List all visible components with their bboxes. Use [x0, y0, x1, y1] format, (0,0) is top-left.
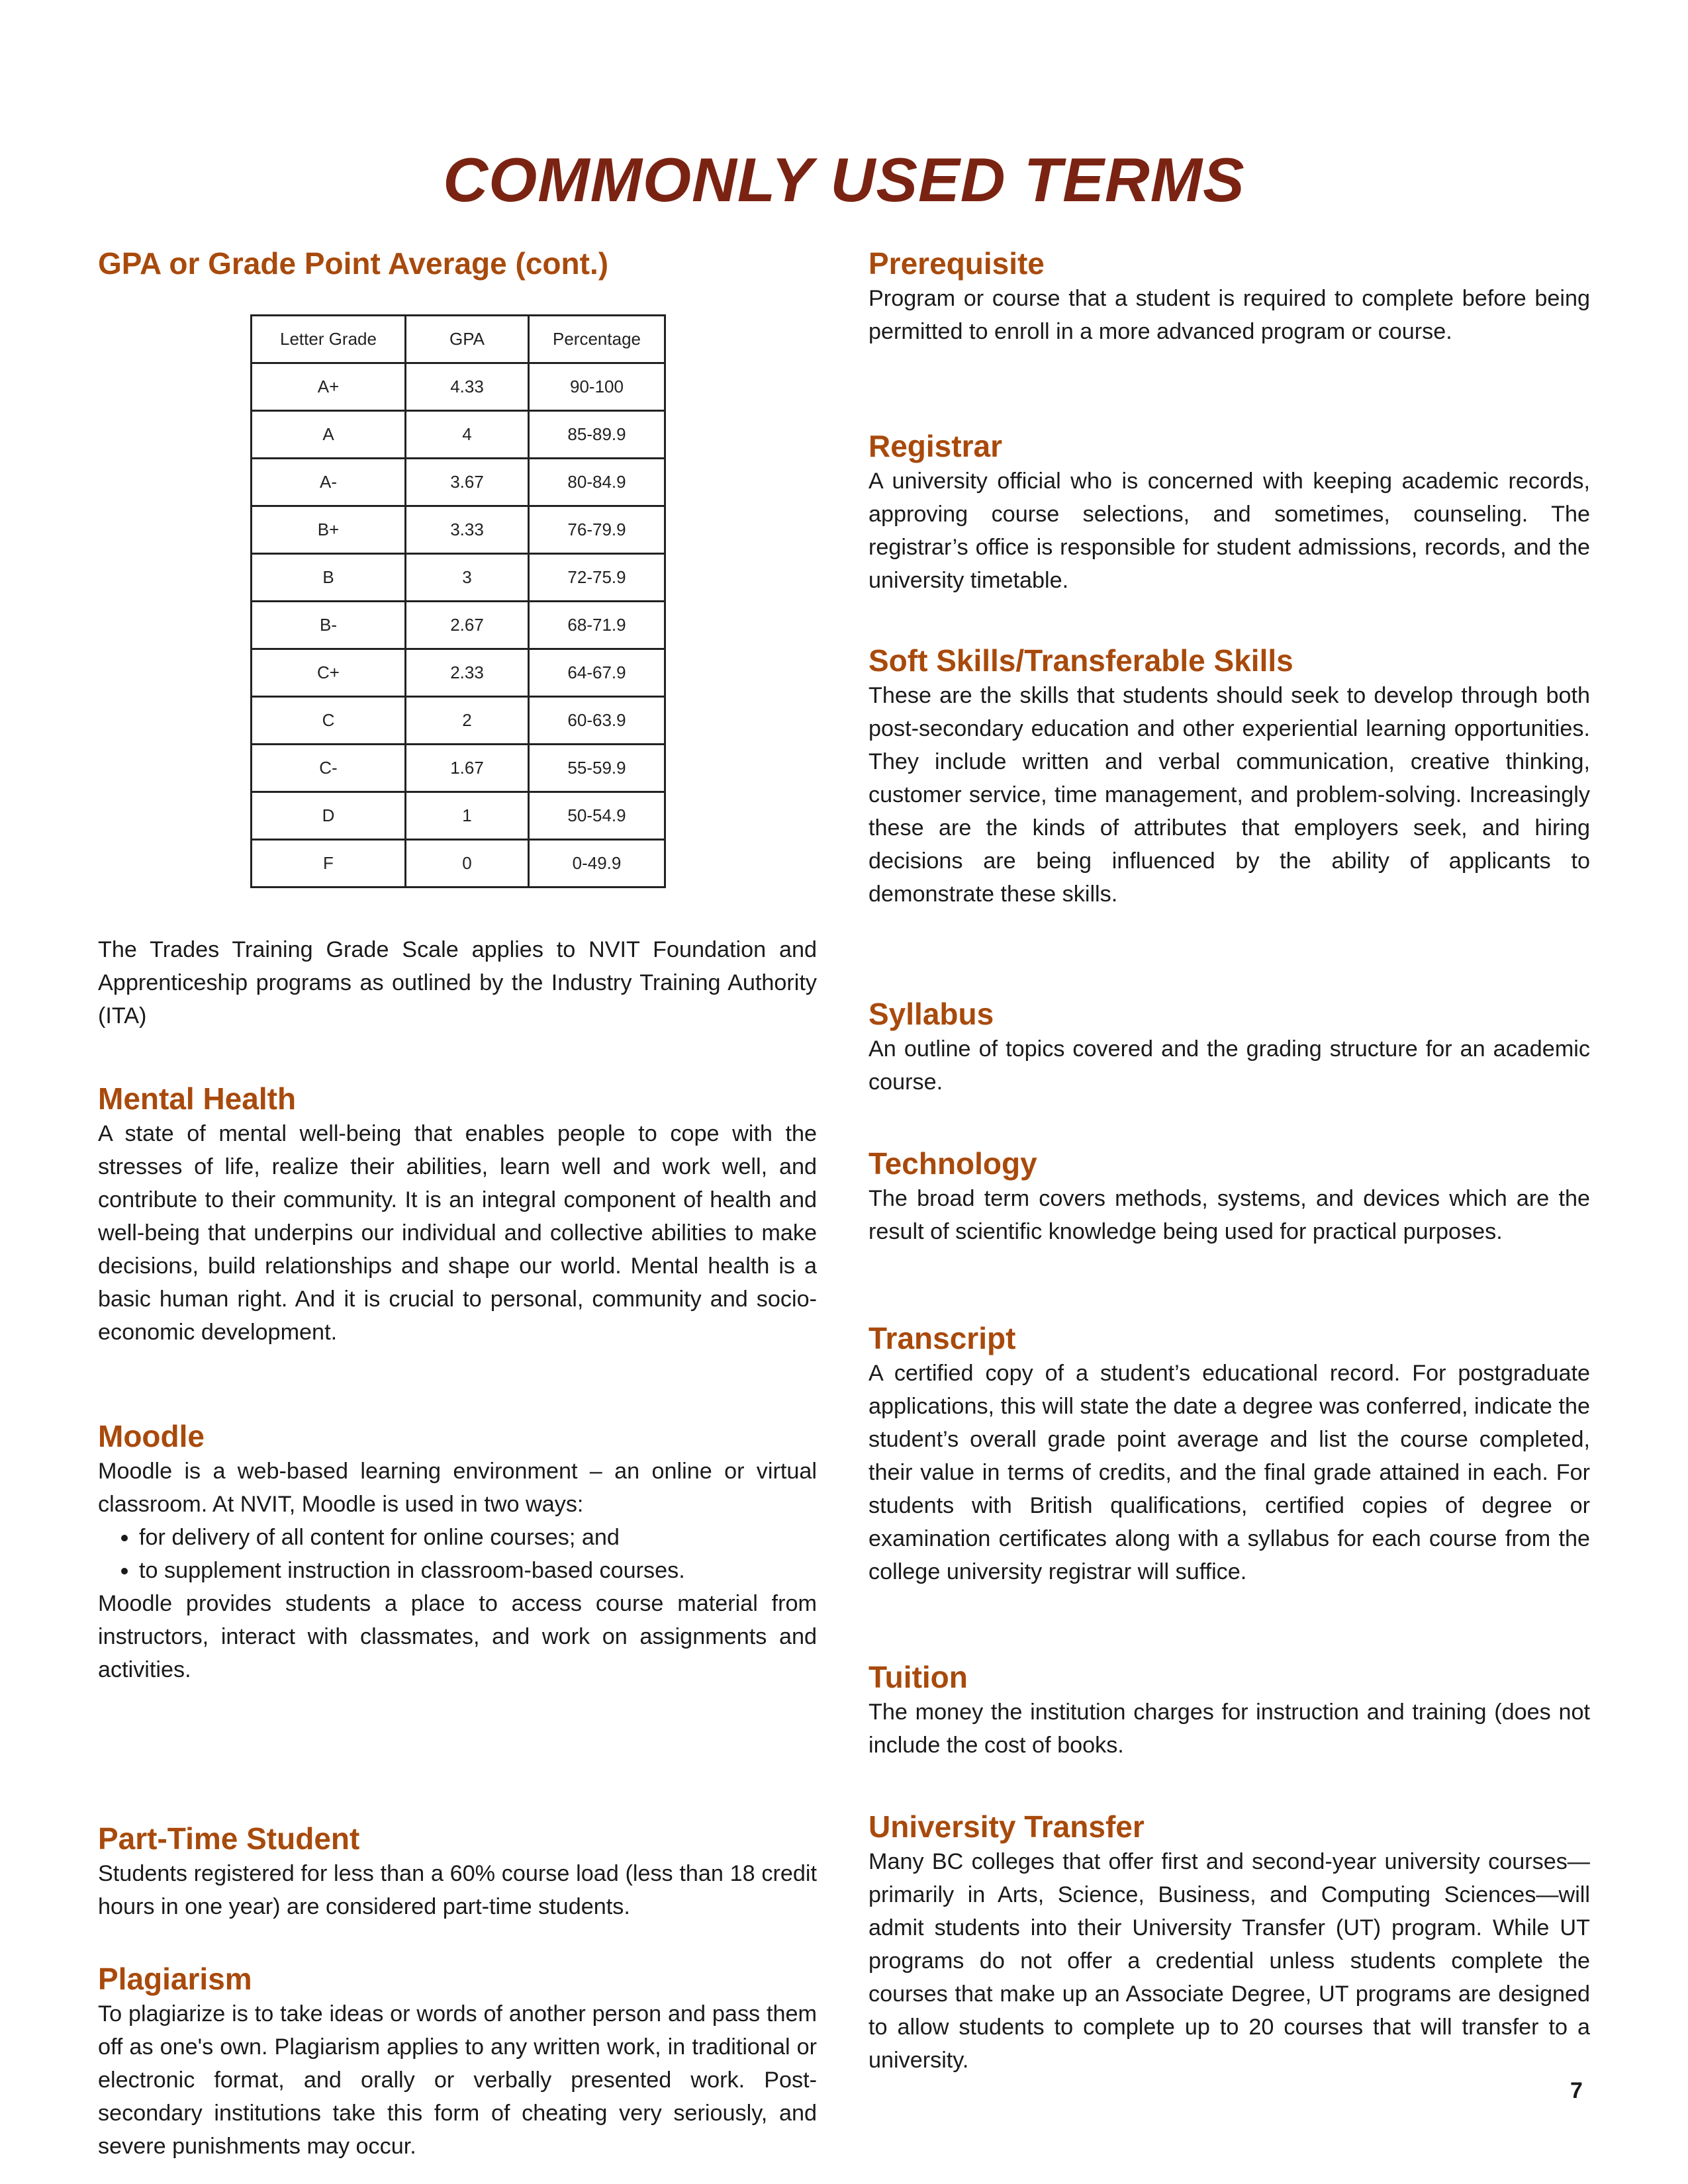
- table-row: [252, 649, 665, 697]
- gpa-cell: 0: [406, 840, 529, 887]
- percentage-cell: 60-63.9: [529, 697, 665, 745]
- moodle-section: [98, 1418, 817, 1686]
- percentage-cell: 72-75.9: [529, 554, 665, 602]
- syllabus-text: An outline of topics covered and the grading structure for an academic course.: [868, 1036, 1590, 1095]
- gpa-col-header-letter: Letter Grade: [252, 316, 406, 363]
- list-item: • to supplement instruction in classroom-based courses.: [139, 1554, 817, 1587]
- gpa-cell: 1.67: [406, 745, 529, 792]
- letter-grade-cell: A: [252, 411, 406, 459]
- letter-grade-cell: A+: [252, 363, 406, 411]
- table-row: [252, 459, 665, 506]
- table-row: [252, 792, 665, 840]
- tuition-section: [868, 1659, 1590, 1762]
- soft-skills-heading: Soft Skills/Transferable Skills: [868, 643, 1293, 678]
- university-transfer-section: [868, 1808, 1590, 2077]
- part-time-section: [98, 1820, 817, 1923]
- letter-grade-cell: C-: [252, 745, 406, 792]
- part-time-heading: Part-Time Student: [98, 1821, 360, 1856]
- percentage-cell: 0-49.9: [529, 840, 665, 887]
- table-row: [252, 840, 665, 887]
- transcript-text: A certified copy of a student’s educational record. For postgraduate applications, this will state the date a degree was conferred, indicate the student’s overall grade point average and list the course completed, their value in terms of credits, and the final grade attained in each. For students with British qualifications, certified copies of degree or examination certificates along with a syllabus for each course from the college university registrar will suffice.: [868, 1361, 1590, 1584]
- syllabus-section: [868, 995, 1590, 1099]
- registrar-text: A university official who is concerned with keeping academic records, approving course selections, and sometimes, counseling. The registrar’s office is responsible for student admissions, records, and the university timetable.: [868, 469, 1590, 593]
- part-time-text: Students registered for less than a 60% course load (less than 18 credit hours in one year) are considered part-time students.: [98, 1861, 817, 1919]
- tuition-heading: Tuition: [868, 1660, 968, 1694]
- transcript-section: [868, 1320, 1590, 1588]
- gpa-heading: GPA or Grade Point Average (cont.): [98, 246, 609, 281]
- mental-health-section: [98, 1080, 817, 1349]
- soft-skills-section: [868, 642, 1590, 911]
- gpa-col-header-gpa: GPA: [406, 316, 529, 363]
- technology-section: [868, 1145, 1590, 1248]
- page-number: 7: [1570, 2078, 1583, 2103]
- mental-health-text: A state of mental well-being that enables people to cope with the stresses of life, realize their abilities, learn well and work well, and contribute to their community. It is an integral component of health and well-being that underpins our individual and collective abilities to make decisions, build relationships and shape our world. Mental health is a basic human right. And it is crucial to personal, community and socio-economic development.: [98, 1121, 817, 1345]
- gpa-cell: 2.67: [406, 602, 529, 649]
- letter-grade-cell: D: [252, 792, 406, 840]
- gpa-table: [250, 314, 666, 888]
- table-row: [252, 506, 665, 554]
- percentage-cell: 64-67.9: [529, 649, 665, 697]
- letter-grade-cell: B-: [252, 602, 406, 649]
- page-title: COMMONLY USED TERMS: [443, 145, 1245, 214]
- technology-text: The broad term covers methods, systems, and devices which are the result of scientific knowledge being used for practical purposes.: [868, 1186, 1590, 1244]
- gpa-col-header-percentage: Percentage: [529, 316, 665, 363]
- university-transfer-heading: University Transfer: [868, 1809, 1145, 1844]
- mental-health-heading: Mental Health: [98, 1081, 297, 1116]
- tuition-text: The money the institution charges for instruction and training (does not include the cost of books.: [868, 1700, 1590, 1758]
- moodle-bullet-list: [98, 1521, 817, 1587]
- gpa-section: [98, 245, 817, 282]
- plagiarism-text: To plagiarize is to take ideas or words of another person and pass them off as one's own. Plagiarism applies to any written work, in traditional or electronic format, and orally or verbally presented work. Post-secondary institutions take this form of cheating very seriously, and severe punishments may occur.: [98, 2001, 817, 2159]
- table-row: [252, 554, 665, 602]
- prerequisite-text: Program or course that a student is required to complete before being permitted to enroll in a more advanced program or course.: [868, 286, 1590, 344]
- letter-grade-cell: A-: [252, 459, 406, 506]
- table-row: [252, 411, 665, 459]
- gpa-cell: 3: [406, 554, 529, 602]
- letter-grade-cell: C+: [252, 649, 406, 697]
- registrar-heading: Registrar: [868, 429, 1002, 463]
- percentage-cell: 50-54.9: [529, 792, 665, 840]
- technology-heading: Technology: [868, 1146, 1037, 1181]
- percentage-cell: 76-79.9: [529, 506, 665, 554]
- table-row: [252, 363, 665, 411]
- table-row: [252, 697, 665, 745]
- gpa-cell: 3.67: [406, 459, 529, 506]
- gpa-cell: 4: [406, 411, 529, 459]
- plagiarism-section: [98, 1960, 817, 2163]
- registrar-section: [868, 428, 1590, 597]
- percentage-cell: 90-100: [529, 363, 665, 411]
- table-row: [252, 602, 665, 649]
- trades-note-section: [98, 933, 817, 1032]
- moodle-intro: Moodle is a web-based learning environment – an online or virtual classroom. At NVIT, Moodle is used in two ways:: [98, 1459, 817, 1517]
- plagiarism-heading: Plagiarism: [98, 1962, 252, 1996]
- gpa-table-header-row: [252, 316, 665, 363]
- percentage-cell: 85-89.9: [529, 411, 665, 459]
- table-row: [252, 745, 665, 792]
- prerequisite-heading: Prerequisite: [868, 246, 1045, 281]
- gpa-cell: 1: [406, 792, 529, 840]
- letter-grade-cell: F: [252, 840, 406, 887]
- list-item: • for delivery of all content for online courses; and: [139, 1521, 817, 1554]
- moodle-outro: Moodle provides students a place to access course material from instructors, interact with classmates, and work on assignments and activities.: [98, 1591, 817, 1682]
- gpa-cell: 4.33: [406, 363, 529, 411]
- gpa-cell: 2: [406, 697, 529, 745]
- letter-grade-cell: B+: [252, 506, 406, 554]
- trades-grade-scale-note: The Trades Training Grade Scale applies to NVIT Foundation and Apprenticeship programs as outlined by the Industry Training Authority (ITA): [98, 937, 817, 1028]
- letter-grade-cell: B: [252, 554, 406, 602]
- university-transfer-text: Many BC colleges that offer first and second-year university courses—primarily in Arts, Science, Business, and Computing Sciences—will admit students into their University Transfer (UT) program. While UT programs do not offer a credential unless students complete the courses that make up an Associate Degree, UT programs are designed to allow students to complete up to 20 courses that will transfer to a university.: [868, 1849, 1590, 2073]
- gpa-cell: 3.33: [406, 506, 529, 554]
- transcript-heading: Transcript: [868, 1321, 1016, 1355]
- percentage-cell: 68-71.9: [529, 602, 665, 649]
- percentage-cell: 80-84.9: [529, 459, 665, 506]
- syllabus-heading: Syllabus: [868, 997, 994, 1031]
- percentage-cell: 55-59.9: [529, 745, 665, 792]
- moodle-heading: Moodle: [98, 1419, 205, 1453]
- gpa-cell: 2.33: [406, 649, 529, 697]
- prerequisite-section: [868, 245, 1590, 348]
- letter-grade-cell: C: [252, 697, 406, 745]
- soft-skills-text: These are the skills that students should seek to develop through both post-secondary education and other experiential learning opportunities. They include written and verbal communication, creative thinking, customer service, time management, and problem-solving. Increasingly these are the kinds of attributes that employers seek, and hiring decisions are being influenced by the ability of applicants to demonstrate these skills.: [868, 683, 1590, 907]
